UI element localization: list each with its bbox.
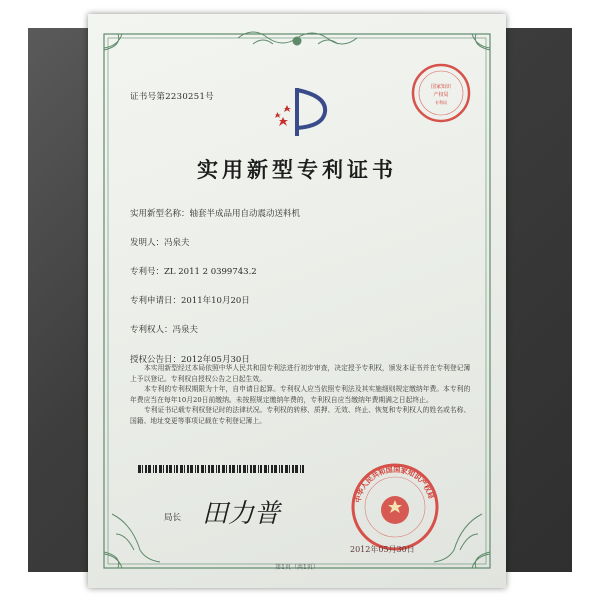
barcode-bar <box>176 465 178 473</box>
barcode-bar <box>187 465 189 473</box>
barcode-bar <box>142 465 143 473</box>
grant-date-label: 授权公告日： <box>130 355 182 365</box>
barcode-bar <box>247 465 248 473</box>
barcode-bar <box>237 465 238 473</box>
barcode-bar <box>155 465 157 473</box>
barcode-bar <box>279 465 280 473</box>
body-paragraph: 专利证书记载专利权登记时的法律状况。专利权的转移、质押、无效、终止、恢复和专利权人的姓名或名称、国籍、地址变更等事项记载在专利登记簿上。 <box>130 406 471 425</box>
patent-holder-value: 冯泉夫 <box>172 325 199 335</box>
barcode-bar <box>208 465 210 473</box>
page-indicator: 第1页（共1页） <box>275 564 319 571</box>
certificate-body <box>130 363 475 426</box>
barcode-bar <box>197 465 199 473</box>
barcode-bar <box>222 465 225 473</box>
barcode-bar <box>302 465 304 473</box>
svg-text:中华人民共和国国家知识产权局: 中华人民共和国国家知识产权局 <box>354 465 436 504</box>
barcode-bar <box>250 465 252 473</box>
barcode-bar <box>201 465 204 473</box>
inventor-field <box>130 236 190 248</box>
signature-text: 田力普 <box>202 499 281 529</box>
top-seal-icon <box>410 62 472 124</box>
body-paragraph: 本专利的专利权期限为十年，自申请日起算。专利权人应当依照专利法及其实施细则规定缴纳年费。本专利的年费应当在每年10月20日前缴纳。未按照规定缴纳年费的，专利权自应当缴纳年费期满之日起终止。 <box>130 385 471 404</box>
cnipa-logo-icon <box>271 82 333 140</box>
barcode-bar <box>226 465 227 473</box>
patent-number-field <box>130 265 257 277</box>
patent-number-value: ZL 2011 2 0399743.2 <box>164 267 257 277</box>
barcode-bar <box>229 465 231 473</box>
barcode-bar <box>190 465 193 473</box>
certificate-number: 证书号第2230251号 <box>130 92 214 102</box>
barcode-bar <box>159 465 162 473</box>
barcode-bar <box>274 465 277 473</box>
barcode-bar <box>295 465 298 473</box>
barcode-icon <box>138 465 308 473</box>
svg-text:产权局: 产权局 <box>433 92 449 98</box>
barcode-bar <box>216 465 217 473</box>
barcode-bar <box>184 465 185 473</box>
barcode-bar <box>300 465 301 473</box>
seal-date: 2012年05月30日 <box>350 545 415 554</box>
body-paragraph: 本实用新型经过本局依照中华人民共和国专利法进行初步审查，决定授予专利权，颁发本证书并在专利登记簿上予以登记。专利权自授权公告之日起生效。 <box>130 364 471 383</box>
barcode-bar <box>232 465 235 473</box>
patent-holder-label: 专利权人： <box>130 325 173 335</box>
barcode-bar <box>264 465 267 473</box>
barcode-bar <box>258 465 259 473</box>
barcode-bar <box>285 465 288 473</box>
barcode-bar <box>153 465 154 473</box>
utility-model-name-field <box>130 207 300 219</box>
name-value: 轴套半成品用自动震动送料机 <box>189 209 301 219</box>
barcode-bar <box>195 465 196 473</box>
barcode-bar <box>271 465 273 473</box>
director-signature <box>198 492 308 532</box>
svg-text:专利局: 专利局 <box>435 100 447 105</box>
barcode-bar <box>174 465 175 473</box>
barcode-bar <box>145 465 147 473</box>
barcode-bar <box>180 465 183 473</box>
certificate-title: 实用新型专利证书 <box>197 157 397 182</box>
inventor-value: 冯泉夫 <box>164 238 190 248</box>
barcode-bar <box>205 465 206 473</box>
barcode-bar <box>148 465 151 473</box>
bottom-seal-icon <box>350 462 440 552</box>
patent-certificate <box>88 14 506 588</box>
barcode-bar <box>239 465 241 473</box>
grant-date-value: 2012年05月30日 <box>181 355 250 365</box>
filing-date-value: 2011年10月20日 <box>181 296 250 306</box>
barcode-bar <box>166 465 168 473</box>
barcode-bar <box>243 465 246 473</box>
barcode-bar <box>138 465 141 473</box>
barcode-bar <box>211 465 214 473</box>
patent-number-label: 专利号： <box>130 267 165 277</box>
inventor-label: 发明人： <box>130 238 165 248</box>
barcode-bar <box>260 465 262 473</box>
barcode-bar <box>292 465 294 473</box>
barcode-bar <box>268 465 269 473</box>
barcode-bar <box>169 465 172 473</box>
barcode-bar <box>253 465 256 473</box>
barcode-bar <box>218 465 220 473</box>
name-label: 实用新型名称： <box>130 209 190 219</box>
patent-holder-field <box>130 323 198 335</box>
filing-date-field <box>130 294 250 306</box>
barcode-bar <box>289 465 290 473</box>
barcode-bar <box>163 465 164 473</box>
director-label: 局长 <box>164 513 182 523</box>
filing-date-label: 专利申请日： <box>130 296 182 306</box>
svg-text:国家知识: 国家知识 <box>430 84 452 90</box>
barcode-bar <box>281 465 283 473</box>
